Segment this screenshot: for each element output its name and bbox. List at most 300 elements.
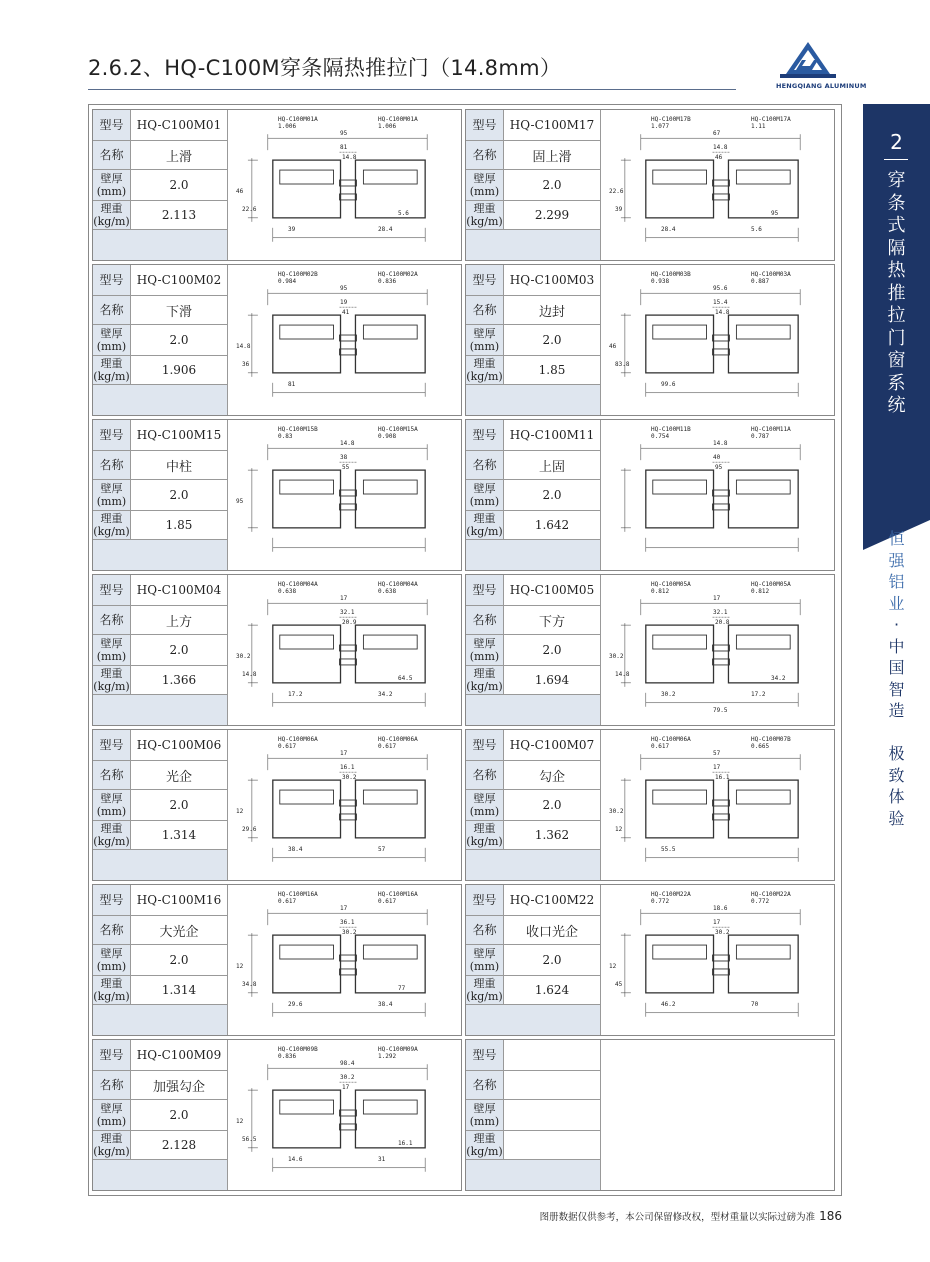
profile-outline — [713, 645, 730, 651]
spec-row-name — [93, 606, 227, 635]
dimension-label: 14.8 — [715, 309, 730, 316]
spec-row-thickness — [466, 170, 600, 201]
profile-cell — [465, 1039, 835, 1191]
dimension-label: 30.2 — [609, 653, 624, 660]
spec-filler — [466, 540, 600, 570]
spec-row-weight — [93, 201, 227, 230]
dimension-label: 57 — [378, 846, 386, 853]
dimension-label: 83.8 — [615, 361, 630, 368]
spec-row-weight — [93, 976, 227, 1005]
spec-row-name — [93, 451, 227, 480]
dimension-label: 28.4 — [661, 226, 676, 233]
spec-label-name: 名称 — [93, 296, 131, 324]
spec-row-weight — [466, 511, 600, 540]
profile-cell — [92, 109, 462, 261]
spec-label-model: 型号 — [466, 420, 504, 450]
profile-outline — [653, 635, 707, 649]
dimension-label: 20.8 — [715, 619, 730, 626]
profile-drawing — [227, 575, 461, 725]
profile-outline — [355, 780, 425, 838]
spec-row-weight — [466, 1131, 600, 1160]
spec-label-weight: 理重 (kg/m) — [93, 667, 130, 693]
spec-row-model — [466, 420, 600, 451]
spec-row-thickness — [466, 790, 600, 821]
spec-label-weight: 理重 (kg/m) — [93, 202, 130, 228]
profile-outline — [363, 170, 417, 184]
spec-value-name: 中柱 — [165, 459, 192, 475]
spec-value-name: 下滑 — [165, 304, 192, 320]
dimension-label: 17 — [713, 764, 721, 771]
part-tag: HQ-C100M16A 0.617 — [278, 891, 318, 905]
spec-row-weight — [93, 1131, 227, 1160]
dimension-label: 46 — [609, 343, 617, 350]
spec-label-thickness: 壁厚 (mm) — [93, 635, 131, 665]
profile-outline — [363, 790, 417, 804]
spec-label-model: 型号 — [466, 1040, 504, 1070]
dimension-label: 14.8 — [615, 671, 630, 678]
spec-row-model — [93, 1040, 227, 1071]
profile-cell — [92, 729, 462, 881]
spec-row-weight — [466, 666, 600, 695]
spec-row-name — [466, 761, 600, 790]
spec-row-name — [93, 141, 227, 170]
spec-label-thickness: 壁厚 (mm) — [466, 945, 504, 975]
spec-row-weight — [466, 976, 600, 1005]
spec-value-thickness — [504, 1100, 600, 1130]
title-rule — [88, 89, 736, 90]
profile-outline — [273, 160, 341, 218]
dimension-label: 38 — [340, 454, 348, 461]
profile-drawing — [600, 575, 834, 725]
dimension-label: 12 — [236, 808, 244, 815]
spec-label-name: 名称 — [466, 1071, 504, 1099]
profile-outline — [340, 194, 357, 200]
profile-outline — [736, 170, 790, 184]
dimension-label: 36 — [242, 361, 250, 368]
spec-label-thickness: 壁厚 (mm) — [466, 325, 504, 355]
spec-label-model: 型号 — [466, 265, 504, 295]
profile-cell — [465, 884, 835, 1036]
profile-outline — [280, 635, 334, 649]
profile-outline — [355, 935, 425, 993]
dimension-label: 5.6 — [398, 210, 409, 217]
spec-row-thickness — [466, 480, 600, 511]
dimension-label: 77 — [398, 985, 406, 992]
section-title-text: 穿 条 式 隔 热 推 拉 门 窗 系 统 — [887, 170, 906, 416]
dimension-label: 57 — [713, 750, 721, 757]
profile-outline — [736, 480, 790, 494]
spec-label-model: 型号 — [93, 575, 131, 605]
spec-value-thickness: 2.0 — [542, 488, 562, 502]
part-tag: HQ-C100M17B 1.077 — [651, 116, 691, 130]
dimension-label: 31 — [378, 1156, 386, 1163]
spec-value-weight — [504, 1131, 600, 1159]
spec-value-weight: 2.113 — [161, 208, 197, 222]
spec-row-thickness — [466, 945, 600, 976]
profile-drawing — [600, 1040, 834, 1190]
dimension-label: 30.2 — [342, 774, 357, 781]
part-tag: HQ-C100M15A 0.908 — [378, 426, 418, 440]
part-tag: HQ-C100M15B 0.83 — [278, 426, 318, 440]
spec-label-thickness: 壁厚 (mm) — [466, 170, 504, 200]
dimension-label: 29.6 — [288, 1001, 303, 1008]
profile-outline — [340, 645, 357, 651]
spec-value-weight: 1.624 — [534, 983, 570, 997]
profile-drawing — [227, 110, 461, 260]
dimension-label: 46.2 — [661, 1001, 676, 1008]
spec-value-thickness: 2.0 — [169, 953, 189, 967]
dimension-label: 70 — [751, 1001, 759, 1008]
dimension-label: 40 — [713, 454, 721, 461]
spec-label-thickness: 壁厚 (mm) — [466, 635, 504, 665]
dimension-label: 17 — [342, 1084, 350, 1091]
spec-label-model: 型号 — [466, 575, 504, 605]
dimension-label: 17 — [340, 750, 348, 757]
profile-outline — [736, 635, 790, 649]
spec-row-name — [93, 1071, 227, 1100]
spec-value-weight: 1.85 — [165, 518, 193, 532]
spec-value-thickness: 2.0 — [169, 333, 189, 347]
spec-row-thickness — [93, 325, 227, 356]
part-tag: HQ-C100M01A 1.006 — [378, 116, 418, 130]
spec-row-model — [466, 575, 600, 606]
spec-label-weight: 理重 (kg/m) — [93, 977, 130, 1003]
spec-filler — [93, 695, 227, 725]
profile-outline — [340, 490, 357, 496]
spec-row-model — [93, 575, 227, 606]
spec-value-model: HQ-C100M15 — [136, 428, 222, 442]
profile-cell — [465, 264, 835, 416]
spec-row-model — [466, 1040, 600, 1071]
spec-value-weight: 1.85 — [538, 363, 566, 377]
profile-outline — [280, 325, 334, 339]
profile-cell — [465, 109, 835, 261]
part-tag: HQ-C100M11A 0.787 — [751, 426, 791, 440]
part-tag: HQ-C100M06A 0.617 — [378, 736, 418, 750]
spec-row-thickness — [93, 480, 227, 511]
spec-row-weight — [466, 356, 600, 385]
dimension-label: 30.2 — [342, 929, 357, 936]
profile-outline — [728, 315, 798, 373]
dimension-label: 22.6 — [609, 188, 624, 195]
spec-label-name: 名称 — [93, 141, 131, 169]
dimension-label: 12 — [236, 1118, 244, 1125]
spec-filler — [93, 1160, 227, 1190]
spec-label-model: 型号 — [466, 885, 504, 915]
spec-row-thickness — [93, 790, 227, 821]
spec-label-model: 型号 — [466, 730, 504, 760]
dimension-label: 39 — [288, 226, 296, 233]
spec-row-model — [466, 730, 600, 761]
spec-row-name — [466, 296, 600, 325]
dimension-label: 18.6 — [713, 905, 728, 912]
spec-value-name: 收口光企 — [525, 924, 578, 940]
spec-label-name: 名称 — [93, 761, 131, 789]
dimension-label: 16.1 — [340, 764, 355, 771]
spec-filler — [466, 1160, 600, 1190]
dimension-label: 30.2 — [609, 808, 624, 815]
spec-label-thickness: 壁厚 (mm) — [93, 325, 131, 355]
spec-row-model — [466, 110, 600, 141]
spec-label-name: 名称 — [466, 451, 504, 479]
dimension-label: 81 — [288, 381, 296, 388]
profile-outline — [273, 935, 341, 993]
profile-outline — [280, 1100, 334, 1114]
dimension-label: 12 — [236, 963, 244, 970]
spec-value-name: 上滑 — [165, 149, 192, 165]
spec-value-name: 上方 — [165, 614, 192, 630]
dimension-label: 81 — [340, 144, 348, 151]
dimension-label: 16.1 — [398, 1140, 413, 1147]
spec-label-weight: 理重 (kg/m) — [466, 1132, 503, 1158]
profile-outline — [340, 969, 357, 975]
profile-drawing — [227, 1040, 461, 1190]
spec-value-model: HQ-C100M01 — [136, 118, 222, 132]
profile-outline — [340, 1124, 357, 1130]
profile-outline — [355, 315, 425, 373]
part-tag: HQ-C100M02A 0.836 — [378, 271, 418, 285]
dimension-label: 14.8 — [340, 440, 355, 447]
spec-row-weight — [466, 821, 600, 850]
spec-label-thickness: 壁厚 (mm) — [93, 790, 131, 820]
dimension-label: 14.6 — [288, 1156, 303, 1163]
spec-label-name: 名称 — [93, 1071, 131, 1099]
profile-drawing — [600, 730, 834, 880]
section-number: 2 — [890, 130, 903, 154]
part-tag: HQ-C100M09B 0.836 — [278, 1046, 318, 1060]
dimension-label: 55 — [342, 464, 350, 471]
profile-outline — [713, 335, 730, 341]
spec-row-thickness — [93, 170, 227, 201]
spec-row-thickness — [93, 635, 227, 666]
profile-outline — [713, 659, 730, 665]
spec-filler — [466, 695, 600, 725]
profile-outline — [355, 1090, 425, 1148]
dimension-label: 30.2 — [661, 691, 676, 698]
dimension-label: 45 — [615, 981, 623, 988]
profile-outline — [340, 1110, 357, 1116]
spec-filler — [466, 385, 600, 415]
part-tag: HQ-C100M16A 0.617 — [378, 891, 418, 905]
profile-drawing — [600, 110, 834, 260]
dimension-label: 14.8 — [713, 144, 728, 151]
spec-row-model — [466, 885, 600, 916]
profile-outline — [653, 325, 707, 339]
spec-row-name — [466, 916, 600, 945]
profile-outline — [713, 969, 730, 975]
spec-row-thickness — [466, 635, 600, 666]
dimension-label: 30.2 — [236, 653, 251, 660]
profile-outline — [646, 160, 714, 218]
profile-outline — [728, 780, 798, 838]
section-divider — [884, 159, 908, 160]
profile-outline — [280, 945, 334, 959]
spec-filler — [93, 850, 227, 880]
profile-outline — [713, 349, 730, 355]
spec-label-thickness: 壁厚 (mm) — [93, 480, 131, 510]
spec-value-model: HQ-C100M09 — [136, 1048, 222, 1062]
spec-label-name: 名称 — [466, 916, 504, 944]
profile-drawing — [227, 730, 461, 880]
spec-filler — [93, 385, 227, 415]
profile-outline — [273, 470, 341, 528]
spec-label-name: 名称 — [466, 761, 504, 789]
spec-value-thickness: 2.0 — [169, 178, 189, 192]
spec-filler — [93, 230, 227, 260]
profile-outline — [363, 945, 417, 959]
profile-outline — [713, 180, 730, 186]
profile-drawing — [227, 420, 461, 570]
spec-label-name: 名称 — [93, 916, 131, 944]
spec-label-weight: 理重 (kg/m) — [466, 357, 503, 383]
dimension-label: 39 — [615, 206, 623, 213]
profile-cell — [465, 574, 835, 726]
profile-cell — [92, 1039, 462, 1191]
profile-outline — [355, 160, 425, 218]
dimension-label: 34.8 — [242, 981, 257, 988]
spec-value-model: HQ-C100M06 — [136, 738, 222, 752]
spec-value-weight: 1.694 — [534, 673, 570, 687]
dimension-label: 28.4 — [378, 226, 393, 233]
spec-label-weight: 理重 (kg/m) — [93, 357, 130, 383]
part-tag: HQ-C100M09A 1.292 — [378, 1046, 418, 1060]
profile-outline — [363, 635, 417, 649]
profile-outline — [736, 945, 790, 959]
dimension-label: 34.2 — [378, 691, 393, 698]
spec-label-weight: 理重 (kg/m) — [466, 202, 503, 228]
dimension-label: 64.5 — [398, 675, 413, 682]
profile-cell — [92, 264, 462, 416]
spec-row-name — [466, 141, 600, 170]
spec-value-name: 固上滑 — [532, 149, 572, 165]
profile-outline — [646, 315, 714, 373]
dimension-label: 38.4 — [378, 1001, 393, 1008]
spec-row-weight — [466, 201, 600, 230]
spec-row-model — [93, 110, 227, 141]
dimension-label: 30.2 — [715, 929, 730, 936]
spec-row-weight — [93, 356, 227, 385]
part-tag: HQ-C100M05A 0.812 — [751, 581, 791, 595]
spec-label-model: 型号 — [93, 110, 131, 140]
profile-outline — [728, 625, 798, 683]
slogan-brand: 恒 强 铝 业 — [888, 529, 905, 613]
dimension-label: 12 — [609, 963, 617, 970]
dimension-label: 99.6 — [661, 381, 676, 388]
spec-value-model: HQ-C100M11 — [509, 428, 595, 442]
profile-drawing — [227, 265, 461, 415]
spec-row-name — [466, 451, 600, 480]
spec-row-weight — [93, 511, 227, 540]
spec-value-thickness: 2.0 — [169, 1108, 189, 1122]
profile-outline — [273, 1090, 341, 1148]
spec-value-thickness: 2.0 — [542, 643, 562, 657]
profile-outline — [340, 349, 357, 355]
spec-label-model: 型号 — [93, 420, 131, 450]
dimension-label: 20.9 — [342, 619, 357, 626]
profile-outline — [363, 325, 417, 339]
spec-row-weight — [93, 821, 227, 850]
part-tag: HQ-C100M02B 0.984 — [278, 271, 318, 285]
spec-label-thickness: 壁厚 (mm) — [466, 790, 504, 820]
profile-outline — [340, 504, 357, 510]
spec-value-thickness: 2.0 — [542, 798, 562, 812]
spec-value-thickness: 2.0 — [169, 488, 189, 502]
dimension-label: 41 — [342, 309, 350, 316]
spec-row-model — [93, 885, 227, 916]
dimension-label: 17 — [713, 919, 721, 926]
profile-outline — [736, 325, 790, 339]
spec-label-name: 名称 — [466, 296, 504, 324]
profile-outline — [273, 625, 341, 683]
slogan-rest: 中 国 智 造 极 致 体 验 — [888, 636, 905, 828]
spec-value-name: 光企 — [165, 769, 192, 785]
profile-drawing — [600, 885, 834, 1035]
spec-value-weight: 2.299 — [534, 208, 570, 222]
part-tag: HQ-C100M04A 0.638 — [278, 581, 318, 595]
part-tag: HQ-C100M03B 0.938 — [651, 271, 691, 285]
slogan — [863, 528, 930, 829]
spec-value-model: HQ-C100M05 — [509, 583, 595, 597]
spec-filler — [466, 1005, 600, 1035]
spec-row-thickness — [93, 945, 227, 976]
dimension-label: 12 — [615, 826, 623, 833]
slogan-dot: · — [893, 615, 900, 634]
dimension-label: 95 — [771, 210, 779, 217]
profile-outline — [713, 490, 730, 496]
profile-outline — [363, 1100, 417, 1114]
spec-label-thickness: 壁厚 (mm) — [93, 1100, 131, 1130]
spec-value-weight: 1.366 — [161, 673, 197, 687]
dimension-label: 15.4 — [713, 299, 728, 306]
spec-value-thickness: 2.0 — [542, 953, 562, 967]
spec-row-model — [466, 265, 600, 296]
spec-value-name: 上固 — [538, 459, 565, 475]
profile-outline — [280, 170, 334, 184]
spec-label-name: 名称 — [93, 606, 131, 634]
spec-value-model: HQ-C100M07 — [509, 738, 595, 752]
spec-row-name — [466, 1071, 600, 1100]
part-tag: HQ-C100M03A 0.887 — [751, 271, 791, 285]
spec-label-thickness: 壁厚 (mm) — [466, 1100, 504, 1130]
profile-outline — [713, 504, 730, 510]
profile-outline — [728, 160, 798, 218]
spec-filler — [93, 1005, 227, 1035]
spec-label-weight: 理重 (kg/m) — [466, 667, 503, 693]
spec-value-name: 加强勾企 — [152, 1079, 205, 1095]
page-title: 2.6.2、HQ-C100M穿条隔热推拉门（14.8mm） — [88, 56, 562, 80]
part-tag: HQ-C100M06A 0.617 — [278, 736, 318, 750]
profile-outline — [713, 814, 730, 820]
footer-note: 图册数据仅供参考，本公司保留修改权，型材重量以实际过磅为准 — [539, 1212, 816, 1223]
spec-label-weight: 理重 (kg/m) — [93, 1132, 130, 1158]
spec-filler — [466, 230, 600, 260]
spec-value-thickness: 2.0 — [169, 798, 189, 812]
footer — [520, 1209, 842, 1223]
spec-label-thickness: 壁厚 (mm) — [466, 480, 504, 510]
part-tag: HQ-C100M22A 0.772 — [751, 891, 791, 905]
dimension-label: 14.8 — [713, 440, 728, 447]
spec-value-model: HQ-C100M04 — [136, 583, 222, 597]
spec-label-model: 型号 — [466, 110, 504, 140]
profile-outline — [653, 945, 707, 959]
dimension-label: 95.6 — [713, 285, 728, 292]
dimension-label: 34.2 — [771, 675, 786, 682]
spec-label-name: 名称 — [93, 451, 131, 479]
dimension-label: 5.6 — [751, 226, 762, 233]
dimension-label: 56.5 — [242, 1136, 257, 1143]
dimension-label: 36.1 — [340, 919, 355, 926]
spec-value-name: 勾企 — [538, 769, 565, 785]
